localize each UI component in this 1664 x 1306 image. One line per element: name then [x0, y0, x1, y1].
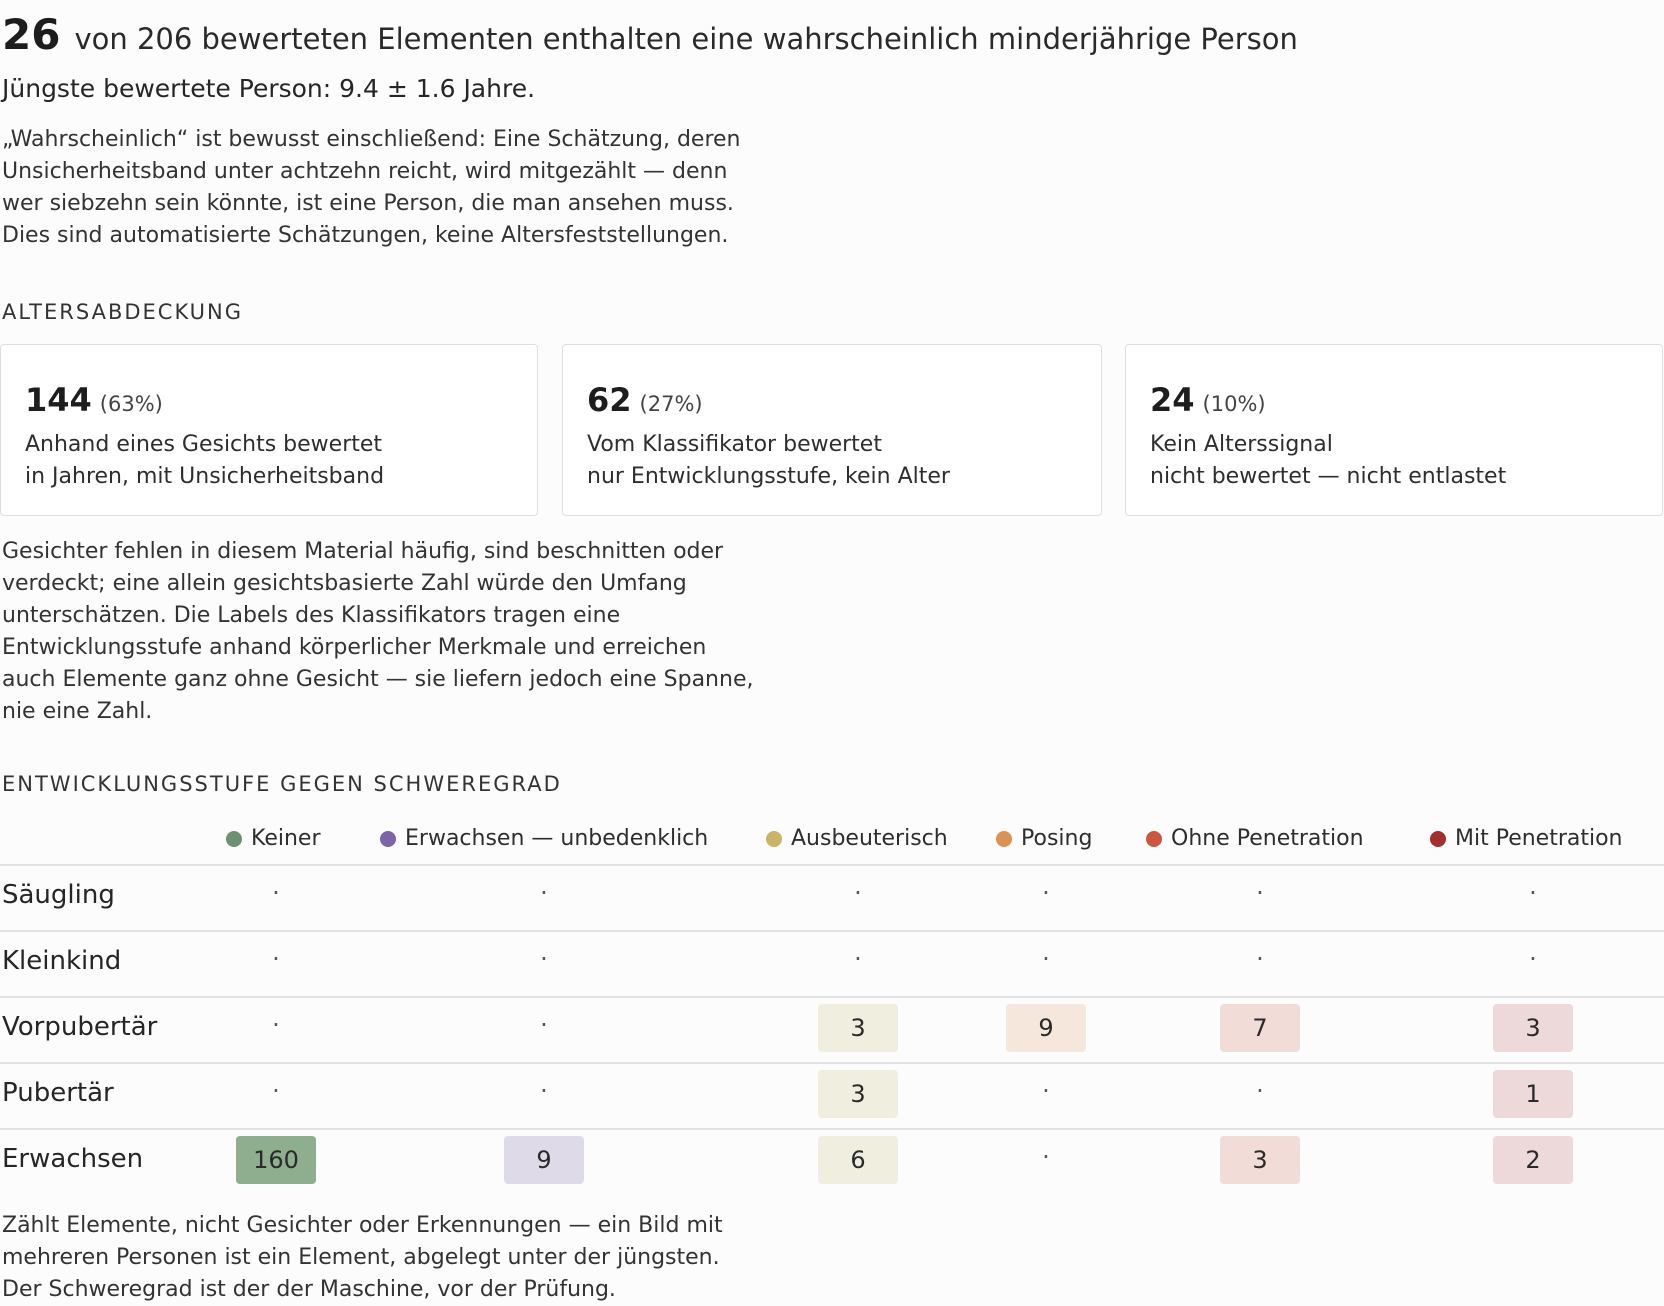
coverage-card-classifier [562, 344, 1102, 516]
card-value: 144 [25, 381, 92, 419]
intro-line: „Wahrscheinlich“ ist bewusst einschließend: Eine Schätzung, deren [2, 127, 741, 152]
card-line2: nur Entwicklungsstufe, kein Alter [587, 464, 950, 489]
card-percent: (10%) [1202, 392, 1266, 416]
legend-dot [226, 831, 242, 847]
legend-label: Keiner [251, 826, 321, 851]
matrix-cell-count: 3 [1493, 1004, 1573, 1052]
matrix-cell-empty: · [540, 1077, 548, 1105]
card-value: 62 [587, 381, 632, 419]
card-line1: Vom Klassifikator bewertet [587, 432, 882, 457]
matrix-cell-empty: · [854, 945, 862, 973]
matrix-legend [0, 826, 1664, 860]
intro-line: wer siebzehn sein könnte, ist eine Person, die man ansehen muss. [2, 191, 734, 216]
row-label-vorpubertaer: Vorpubertär [2, 1012, 158, 1042]
matrix-cell-empty: · [1042, 1077, 1050, 1105]
matrix-footnote [2, 1210, 723, 1306]
row-label-kleinkind: Kleinkind [2, 946, 122, 976]
matrix-cell-empty: · [540, 879, 548, 907]
legend-dot [380, 831, 396, 847]
row-label-saeugling: Säugling [2, 880, 115, 910]
matrix-cell-empty: · [272, 1077, 280, 1105]
card-line2: in Jahren, mit Unsicherheitsband [25, 464, 385, 489]
matrix-cell-empty: · [1256, 945, 1264, 973]
matrix-cell-empty: · [854, 879, 862, 907]
headline [2, 10, 1298, 59]
legend-dot [1146, 831, 1162, 847]
coverage-title: ALTERSABDECKUNG [2, 300, 244, 324]
coverage-note [2, 536, 753, 728]
matrix-cell-count: 1 [1493, 1070, 1573, 1118]
legend-label: Ohne Penetration [1171, 826, 1364, 851]
matrix-cell-count: 3 [818, 1070, 898, 1118]
card-line2: nicht bewertet — nicht entlastet [1150, 464, 1507, 489]
card-percent: (27%) [639, 392, 703, 416]
matrix-cell-count: 6 [818, 1136, 898, 1184]
matrix-cell-empty: · [1529, 945, 1537, 973]
legend-erwachsen-unbedenklich [380, 826, 708, 851]
intro-line: Unsicherheitsband unter achtzehn reicht, wird mitgezählt — denn [2, 159, 728, 184]
legend-label: Posing [1021, 826, 1093, 851]
card-line1: Kein Alterssignal [1150, 432, 1333, 457]
matrix-cell-count: 160 [236, 1136, 316, 1184]
note-line: nie eine Zahl. [2, 699, 153, 724]
divider [0, 1128, 1664, 1130]
note-line: Entwicklungsstufe anhand körperlicher Merkmale und erreichen [2, 635, 707, 660]
intro-line: Dies sind automatisierte Schätzungen, keine Altersfeststellungen. [2, 223, 729, 248]
legend-dot [766, 831, 782, 847]
matrix-cell-count: 9 [504, 1136, 584, 1184]
footnote-line: mehreren Personen ist ein Element, abgelegt unter der jüngsten. [2, 1245, 720, 1270]
divider [0, 864, 1664, 866]
youngest-person: Jüngste bewertete Person: 9.4 ± 1.6 Jahre. [2, 74, 536, 103]
matrix-cell-empty: · [1042, 879, 1050, 907]
note-line: verdeckt; eine allein gesichtsbasierte Zahl würde den Umfang [2, 571, 687, 596]
matrix-cell-empty: · [1042, 1143, 1050, 1171]
coverage-card-face [0, 344, 538, 516]
matrix-cell-empty: · [540, 1011, 548, 1039]
matrix-cell-count: 9 [1006, 1004, 1086, 1052]
minor-count: 26 [2, 10, 61, 59]
matrix-cell-count: 2 [1493, 1136, 1573, 1184]
legend-label: Ausbeuterisch [791, 826, 948, 851]
row-label-pubertaer: Pubertär [2, 1078, 114, 1108]
footnote-line: Der Schweregrad ist der der Maschine, vor der Prüfung. [2, 1277, 616, 1302]
row-label-erwachsen: Erwachsen [2, 1144, 144, 1174]
legend-posing [996, 826, 1092, 851]
headline-text: von 206 bewerteten Elementen enthalten eine wahrscheinlich minderjährige Person [74, 22, 1298, 56]
matrix-cell-empty: · [272, 945, 280, 973]
note-line: Gesichter fehlen in diesem Material häufig, sind beschnitten oder [2, 539, 724, 564]
legend-mit-penetration [1430, 826, 1623, 851]
matrix-cell-count: 7 [1220, 1004, 1300, 1052]
legend-label: Erwachsen — unbedenklich [405, 826, 709, 851]
matrix-cell-count: 3 [1220, 1136, 1300, 1184]
matrix-cell-empty: · [1529, 879, 1537, 907]
matrix-cell-empty: · [272, 879, 280, 907]
matrix-cell-empty: · [1256, 1077, 1264, 1105]
legend-label: Mit Penetration [1455, 826, 1623, 851]
coverage-card-none [1125, 344, 1663, 516]
legend-dot [996, 831, 1012, 847]
card-line1: Anhand eines Gesichts bewertet [25, 432, 383, 457]
legend-ausbeuterisch [766, 826, 948, 851]
footnote-line: Zählt Elemente, nicht Gesichter oder Erkennungen — ein Bild mit [2, 1213, 723, 1238]
matrix-title: ENTWICKLUNGSSTUFE GEGEN SCHWEREGRAD [2, 772, 562, 796]
legend-keiner [226, 826, 321, 851]
matrix-cell-empty: · [1256, 879, 1264, 907]
legend-ohne-penetration [1146, 826, 1364, 851]
note-line: auch Elemente ganz ohne Gesicht — sie liefern jedoch eine Spanne, [2, 667, 754, 692]
matrix-cell-count: 3 [818, 1004, 898, 1052]
divider [0, 996, 1664, 998]
divider [0, 1062, 1664, 1064]
note-line: unterschätzen. Die Labels des Klassifikators tragen eine [2, 603, 621, 628]
divider [0, 930, 1664, 932]
matrix-cell-empty: · [540, 945, 548, 973]
card-value: 24 [1150, 381, 1195, 419]
matrix-cell-empty: · [272, 1011, 280, 1039]
intro-paragraph [2, 124, 741, 252]
matrix-cell-empty: · [1042, 945, 1050, 973]
card-percent: (63%) [99, 392, 163, 416]
legend-dot [1430, 831, 1446, 847]
